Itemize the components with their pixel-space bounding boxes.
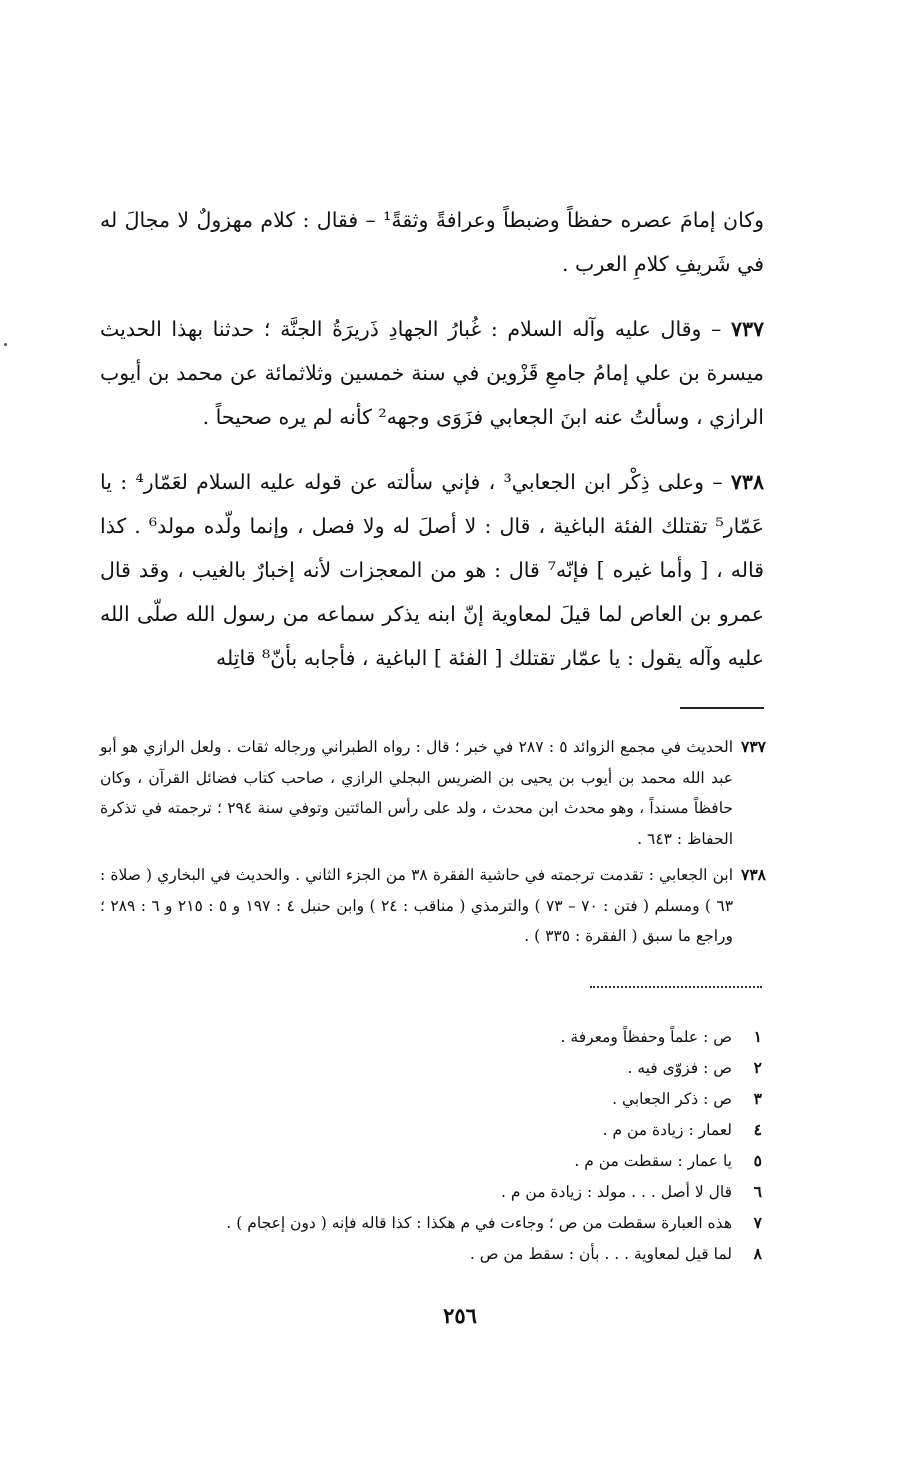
paragraph-number: ٧٣٨ bbox=[730, 470, 764, 494]
variant-number: ٤ bbox=[753, 1120, 762, 1139]
variants-separator-rule bbox=[590, 986, 762, 988]
variant-item bbox=[100, 1021, 762, 1052]
variant-text: ص : فزوّى فيه . bbox=[627, 1059, 732, 1077]
variant-number: ١ bbox=[753, 1027, 762, 1046]
footnote-number: ٧٣٨ bbox=[741, 865, 766, 884]
variant-number: ٦ bbox=[753, 1182, 762, 1201]
footnote-number: ٧٣٧ bbox=[741, 737, 766, 756]
variant-number: ٨ bbox=[753, 1244, 762, 1263]
variant-item bbox=[100, 1207, 762, 1238]
page-number: ٢٥٦ bbox=[443, 1303, 477, 1328]
variant-text: هذه العبارة سقطت من ص ؛ وجاءت في م هكذا : كذا قاله فإنه ( دون إعجام ) . bbox=[226, 1214, 732, 1232]
variant-item bbox=[100, 1114, 762, 1145]
paragraph-text: وكان إمامَ عصره حفظاً وضبطاً وعرافةً وثقةً¹ – فقال : كلام مهزولٌ لا مجالَ له في شَريفِ كلامِ العرب . bbox=[100, 208, 764, 276]
footnote-738 bbox=[100, 860, 766, 952]
variant-item bbox=[100, 1238, 762, 1269]
variant-number: ٢ bbox=[753, 1058, 762, 1077]
paragraph-text: – وعلى ذِكْر ابن الجعابي³ ، فإني سألته عن قوله عليه السلام لعَمّار⁴ : يا عَمّار⁵ تقتلك الفئة الباغية ، قال : لا أصلَ له ولا فصل ، وإنما ولّده مولد⁶ . كذا قاله ، [ وأما غيره ] فإنّه⁷ قال : هو من المعجزات لأنه إخبارٌ بالغيب ، وقد قال عمرو بن العاص لما قيلَ لمعاوية إنّ ابنه يذكر سماعه من رسول الله صلّى الله عليه وآله يقول : يا عمّار تقتلك [ الفئة ] الباغية ، فأجابه بأنّ⁸ قاتِله bbox=[100, 470, 765, 670]
variant-number: ٣ bbox=[753, 1089, 762, 1108]
variant-item bbox=[100, 1145, 762, 1176]
footnote-737 bbox=[100, 732, 766, 854]
variant-item bbox=[100, 1083, 762, 1114]
variant-text: يا عمار : سقطت من م . bbox=[574, 1152, 732, 1170]
paragraph-continuation bbox=[100, 198, 764, 286]
variant-text: ص : علماً وحفظاً ومعرفة . bbox=[560, 1028, 732, 1046]
paragraph-737 bbox=[100, 307, 764, 439]
variant-text: ص : ذكر الجعابي . bbox=[612, 1090, 732, 1108]
variant-number: ٥ bbox=[753, 1151, 762, 1170]
variant-number: ٧ bbox=[753, 1213, 762, 1232]
margin-speck bbox=[4, 343, 7, 346]
footnote-separator-rule bbox=[680, 707, 764, 709]
footnote-text: ابن الجعابي : تقدمت ترجمته في حاشية الفقرة ٣٨ من الجزء الثاني . والحديث في البخاري ( صلاة : ٦٣ ) ومسلم ( فتن : ٧٠ – ٧٣ ) والترمذي ( مناقب : ٢٤ ) وابن حنبل ٤ : ١٩٧ و ٥ : ٢١٥ و ٦ : ٢٨٩ ؛ وراجع ما سبق ( الفقرة : ٣٣٥ ) . bbox=[100, 866, 734, 945]
paragraph-number: ٧٣٧ bbox=[730, 317, 764, 341]
variant-text: قال لا أصل . . . مولد : زيادة من م . bbox=[501, 1183, 732, 1201]
variant-text: لما قيل لمعاوية . . . بأن : سقط من ص . bbox=[469, 1245, 732, 1263]
variant-item bbox=[100, 1176, 762, 1207]
paragraph-text: – وقال عليه وآله السلام : غُبارُ الجهادِ ذَريرَةُ الجنَّة ؛ حدثنا بهذا الحديث ميسرة بن علي إمامُ جامعِ قَزْوين في سنة خمسين وثلاثمائة عن محمد بن أيوب الرازي ، وسألتُ عنه ابنَ الجعابي فزَوَى وجهه² كأنه لم يره صحيحاً . bbox=[100, 317, 764, 429]
textual-variants-list bbox=[100, 1021, 762, 1269]
paragraph-738 bbox=[100, 460, 764, 680]
variant-item bbox=[100, 1052, 762, 1083]
footnote-text: الحديث في مجمع الزوائد ٥ : ٢٨٧ في خبر ؛ قال : رواه الطبراني ورجاله ثقات . ولعل الرازي هو أبو عبد الله محمد بن أيوب بن يحيى بن الضريس البجلي الرازي ، صاحب كتاب فضائل القرآن ، وكان حافظاً مسنداً ، وهو محدث ابن محدث ، ولد على رأس المائتين وتوفي سنة ٢٩٤ ؛ ترجمته في تذكرة الحفاظ : ٦٤٣ . bbox=[100, 738, 734, 848]
variant-text: لعمار : زيادة من م . bbox=[602, 1121, 732, 1139]
